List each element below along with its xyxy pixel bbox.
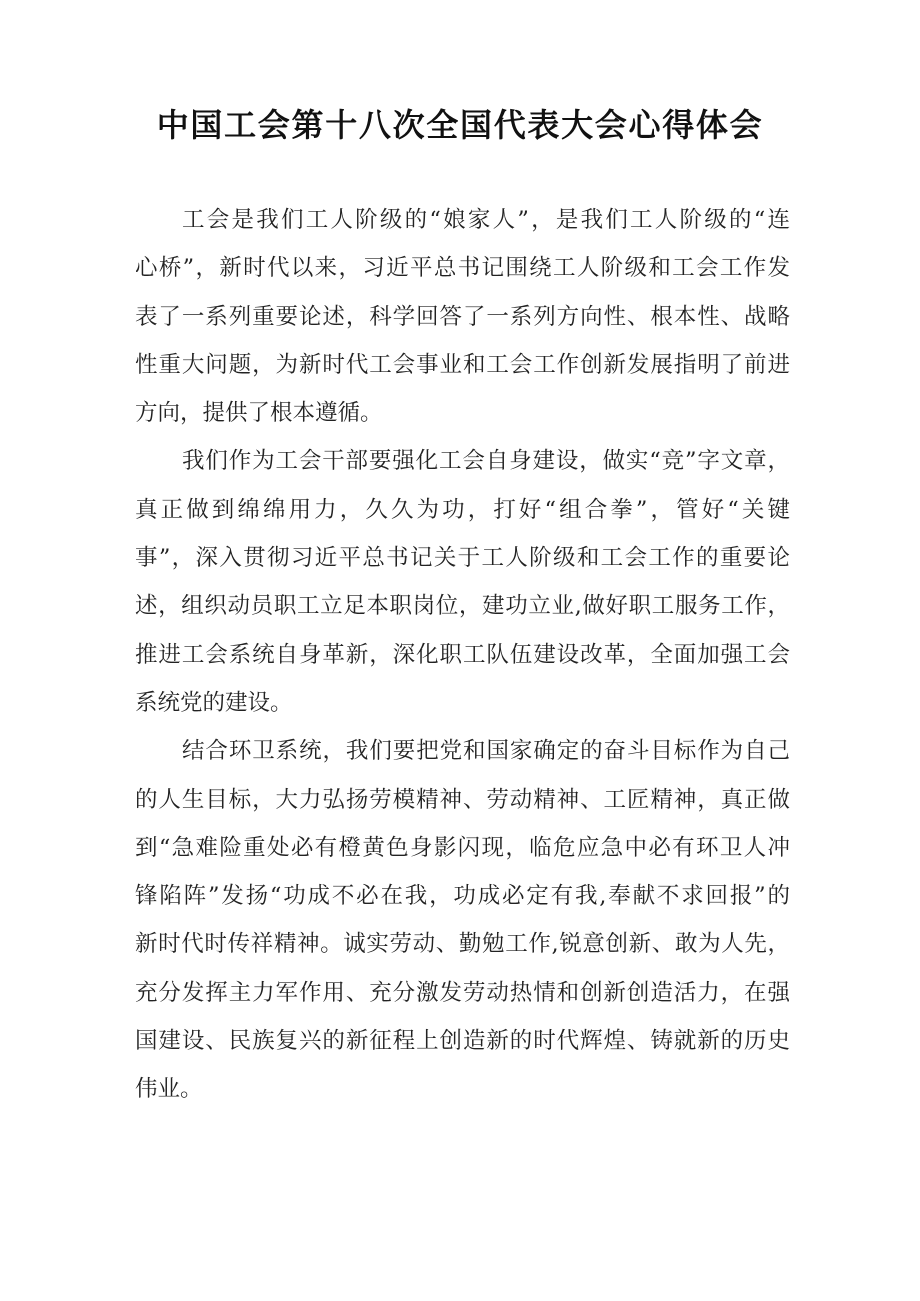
text-line: 述，组织动员职工立足本职岗位，建功立业,做好职工服务工作，: [135, 593, 790, 620]
paragraph-1: [135, 196, 790, 437]
text-line: 伟业。: [135, 1076, 203, 1103]
text-line: 事”，深入贯彻习近平总书记关于工人阶级和工会工作的重要论: [135, 545, 790, 572]
text-line: 推进工会系统自身革新，深化职工队伍建设改革，全面加强工会: [135, 641, 790, 668]
text-line: 结合环卫系统，我们要把党和国家确定的奋斗目标作为自己: [182, 738, 790, 765]
text-line: 充分发挥主力军作用、充分激发劳动热情和创新创造活力，在强: [135, 979, 790, 1006]
text-line: 方向，提供了根本遵循。: [135, 400, 383, 427]
text-line: 表了一系列重要论述，科学回答了一系列方向性、根本性、战略: [135, 303, 790, 330]
text-line: 到“急难险重处必有橙黄色身影闪现，临危应急中必有环卫人冲: [135, 834, 790, 861]
text-line: 性重大问题，为新时代工会事业和工会工作创新发展指明了前进: [135, 351, 790, 378]
text-line: 的人生目标，大力弘扬劳模精神、劳动精神、工匠精神，真正做: [135, 786, 790, 813]
text-line: 工会是我们工人阶级的“娘家人”，是我们工人阶级的“连: [182, 207, 790, 233]
text-line: 心桥”，新时代以来，习近平总书记围绕工人阶级和工会工作发: [135, 255, 790, 282]
document-body: [135, 196, 790, 1114]
text-line: 国建设、民族复兴的新征程上创造新的时代辉煌、铸就新的历史: [135, 1028, 790, 1055]
text-line: 新时代时传祥精神。诚实劳动、勤勉工作,锐意创新、敢为人先，: [135, 931, 790, 958]
text-line: 真正做到绵绵用力，久久为功，打好“组合拳”，管好“关键: [135, 496, 790, 523]
page-title: 中国工会第十八次全国代表大会心得体会: [156, 106, 764, 144]
text-line: 我们作为工会干部要强化工会自身建设，做实“竞”字文章，: [182, 448, 790, 475]
paragraph-2: [135, 437, 790, 727]
paragraph-3: [135, 727, 790, 1113]
text-line: 锋陷阵”发扬“功成不必在我，功成必定有我,奉献不求回报”的: [135, 883, 790, 910]
text-line: 系统党的建设。: [135, 689, 293, 716]
